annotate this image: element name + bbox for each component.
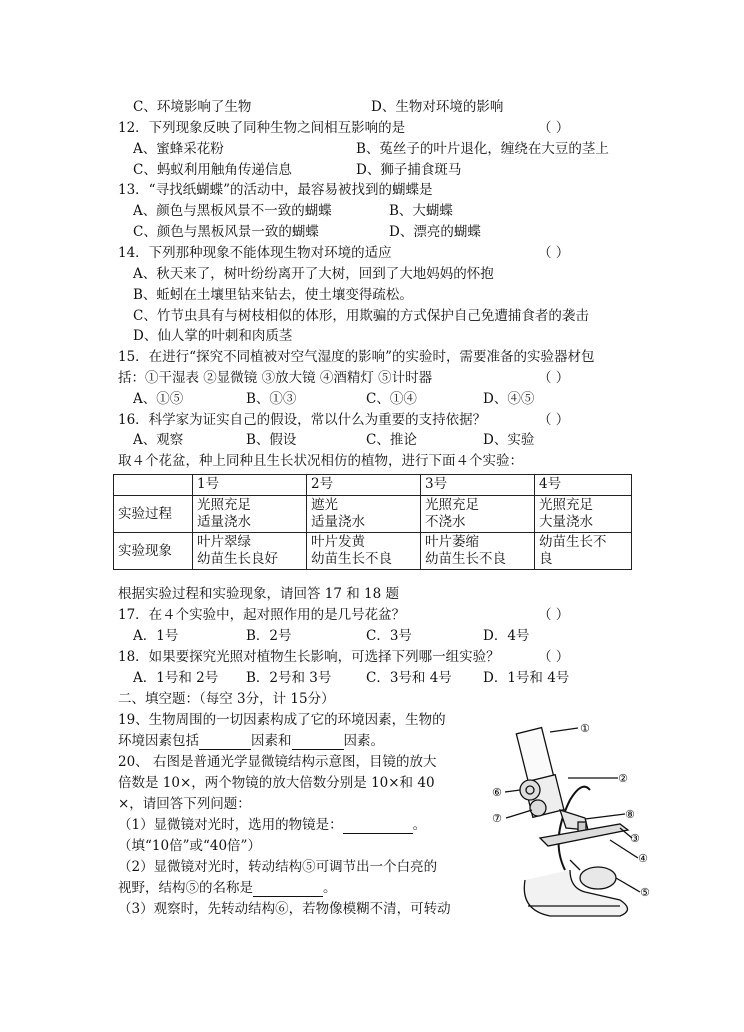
q15-stem-line1: 15．在进行“探究不同植被对空气湿度的影响”的实验时，需要准备的实验器材包 [118,349,595,365]
table-header-cell: 3号 [421,475,535,496]
q15-option-c: C、①④ [366,391,417,407]
q18-option-b: B．2号和 3号 [246,670,332,686]
q17-stem: 17．在４个实验中，起对照作用的是几号花盆？ [118,607,406,623]
q20-text: 视野，结构⑤的名称是 [118,880,253,896]
cell-line: 光照充足 [197,497,251,513]
experiment-intro: 取４个花盆，种上同种且生长状况相仿的植物，进行下面４个实验： [118,453,523,469]
q18-stem: 18．如果要探究光照对植物生长影响，可选择下列哪一组实验？ [118,649,500,665]
q15-option-d: D、④⑤ [483,391,535,407]
q12-option-a: A、蜜蜂采花粉 [133,141,224,157]
q15-option-b: B、①③ [246,391,297,407]
table-cell [535,496,632,533]
cell-line: 光照充足 [425,497,480,513]
cell-line: 幼苗生长良好 [197,551,278,567]
table-followup: 根据实验过程和实验现象，请回答 17 和 18 题 [118,586,400,602]
table-cell [535,533,632,570]
q14-option-c: C、竹节虫具有与树枝相似的体形，用欺骗的方式保护自己免遭捕食者的袭击 [133,308,589,324]
q15-stem-line2: 括：①干湿表 ②显微镜 ③放大镜 ④酒精灯 ⑤计时器 [118,370,433,386]
row-label-process: 实验过程 [114,496,193,533]
q19-blank-1[interactable] [199,735,251,750]
table-header-row [114,475,632,496]
table-cell [307,533,421,570]
figure-label-5: ⑤ [640,886,650,899]
q15-answer-paren: （ ） [538,370,570,386]
q14-answer-paren: （ ） [538,245,570,261]
q12-option-c: C、蚂蚁利用触角传递信息 [133,162,292,178]
cell-line: 幼苗生长不良 [425,551,507,567]
cell-line: 幼苗生长不 [539,534,607,550]
q17-answer-paren: （ ） [538,607,570,623]
q13-stem: 13．“寻找纸蝴蝶”的活动中，最容易被找到的蝴蝶是 [118,182,433,198]
cell-line: 遮光 [311,497,339,513]
q16-option-b: B、假设 [246,432,297,448]
q16-option-c: C、推论 [366,432,417,448]
figure-label-6: ⑥ [492,786,502,799]
table-cell [193,533,307,570]
q20-blank-1[interactable] [343,819,413,834]
table-header-cell: 1号 [193,475,307,496]
row-label-result: 实验现象 [114,533,193,570]
q11-option-c: C、环境影响了生物 [133,99,252,115]
figure-label-7: ⑦ [492,812,502,825]
figure-label-3: ③ [630,832,640,845]
cell-line: 光照充足 [539,497,594,513]
cell-line: 叶片萎缩 [425,534,480,550]
q20-sub1 [118,816,426,834]
cell-line: 适量浇水 [311,514,366,530]
q18-option-a: A．1号和 2号 [133,670,219,686]
q13-option-b: B、大蝴蝶 [389,203,453,219]
q16-option-d: D、实验 [483,432,535,448]
q13-option-c: C、颜色与黑板风景一致的蝴蝶 [133,224,319,240]
table-row [114,496,632,533]
table-cell [421,533,535,570]
cell-line: 叶片发黄 [311,534,366,550]
q19-line2 [118,732,384,750]
q19-text: 因素。 [343,733,384,749]
q16-answer-paren: （ ） [538,412,570,428]
cell-line: 叶片翠绿 [197,534,251,550]
q17-option-d: D．4号 [483,628,530,644]
q15-option-a: A、①⑤ [133,391,184,407]
q20-text: （1）显微镜对光时，选用的物镜是： [118,817,343,833]
q20-text: 。 [412,817,427,833]
q17-option-b: B．2号 [246,628,292,644]
q19-text: 环境因素包括 [118,733,199,749]
q20-line1: 20、 右图是普通光学显微镜结构示意图，目镜的放大 [118,754,437,770]
q20-sub2-line2 [118,879,337,897]
q16-stem: 16．科学家为证实自己的假设，常以什么为重要的支持依据？ [118,412,487,428]
table-cell [193,496,307,533]
q18-answer-paren: （ ） [538,649,570,665]
q19-blank-2[interactable] [292,735,344,750]
q18-option-d: D．1号和 4号 [483,670,570,686]
q12-option-b: B、菟丝子的叶片退化，缠绕在大豆的茎上 [356,141,609,157]
q12-stem: 12．下列现象反映了同种生物之间相互影响的是 [118,120,406,136]
q12-answer-paren: （ ） [538,120,570,136]
table-header-cell: 2号 [307,475,421,496]
q18-option-c: C．3号和 4号 [366,670,452,686]
q13-option-a: A、颜色与黑板风景不一致的蝴蝶 [133,203,332,219]
q20-blank-2[interactable] [253,882,323,897]
figure-label-1: ① [580,722,590,735]
q17-option-a: A．1号 [133,628,179,644]
microscope-figure [470,720,665,925]
q20-sub3: （3）观察时，先转动结构⑥，若物像模糊不清，可转动 [118,901,451,917]
figure-label-8: ⑧ [625,808,635,821]
q11-option-d: D、生物对环境的影响 [371,99,504,115]
q17-option-c: C．3号 [366,628,412,644]
q14-option-b: B、蚯蚓在土壤里钻来钻去，使土壤变得疏松。 [133,287,413,303]
cell-line: 不浇水 [425,514,466,530]
q14-stem: 14．下列那种现象不能体现生物对环境的适应 [118,245,392,261]
cell-line: 适量浇水 [197,514,251,530]
figure-label-4: ④ [638,852,648,865]
q19-line1: 19、生物周围的一切因素构成了它的环境因素，生物的 [118,712,446,728]
figure-label-2: ② [618,772,628,785]
q13-option-d: D、漂亮的蝴蝶 [389,224,481,240]
q20-sub1-hint: （填“10倍”或“40倍”） [118,838,261,854]
q20-line2: 倍数是 10×，两个物镜的放大倍数分别是 10×和 40 [118,775,435,791]
q20-line3: ×，请回答下列问题： [118,796,251,812]
table-row [114,533,632,570]
section-fill-in-heading: 二、填空题：（每空 3分，计 15分） [118,691,335,707]
experiment-table [113,474,632,570]
q19-text: 因素和 [251,733,292,749]
table-cell [307,496,421,533]
q20-sub2: （2）显微镜对光时，转动结构⑤可调节出一个白亮的 [118,859,438,875]
table-header-cell [114,475,193,496]
table-header-cell: 4号 [535,475,632,496]
table-cell [421,496,535,533]
q16-option-a: A、观察 [133,432,184,448]
q12-option-d: D、狮子捕食斑马 [356,162,462,178]
q20-text: 。 [323,880,337,896]
cell-line: 良 [539,551,553,567]
q14-option-a: A、秋天来了，树叶纷纷离开了大树，回到了大地妈妈的怀抱 [133,266,494,282]
q14-option-d: D、仙人掌的叶刺和肉质茎 [133,328,293,344]
cell-line: 大量浇水 [539,514,594,530]
cell-line: 幼苗生长不良 [311,551,393,567]
